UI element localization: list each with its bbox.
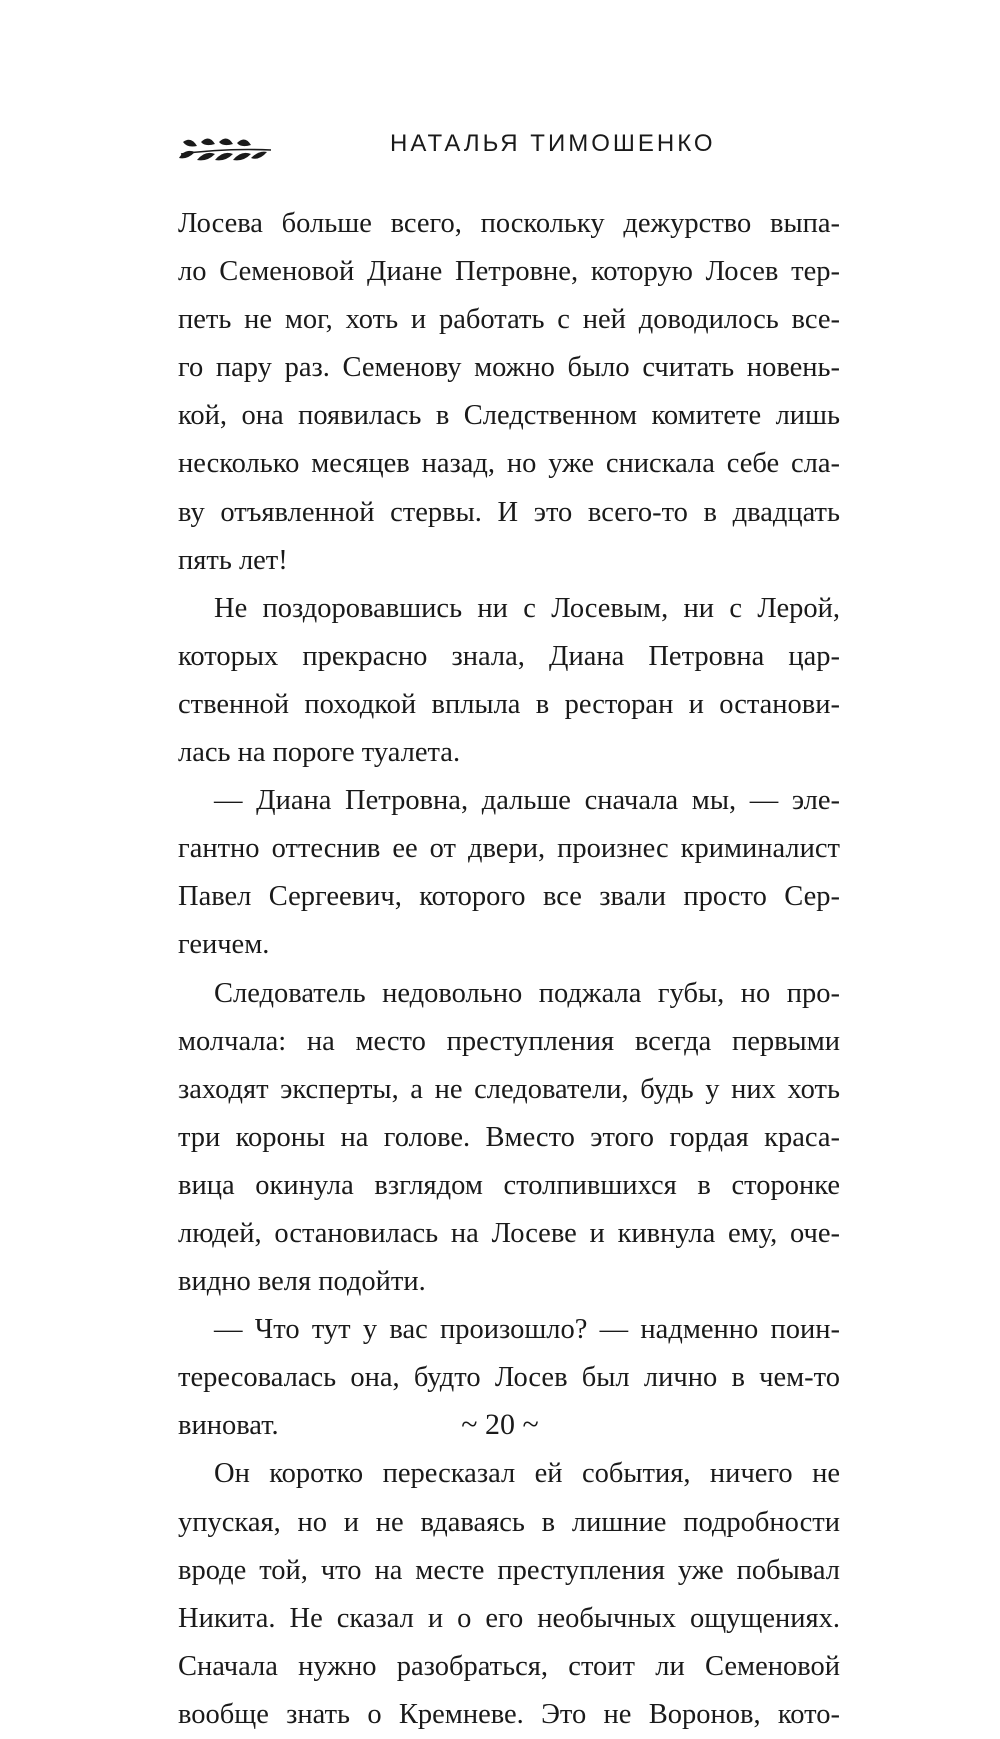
text-line: Лосева больше всего, поскольку дежурство выпа- xyxy=(178,208,840,239)
text-line: три короны на голове. Вместо этого гордая краса- xyxy=(178,1121,840,1153)
text-line: лась на пороге туалета. xyxy=(178,737,461,769)
text-line: вроде той, что на месте преступления уже побывал xyxy=(178,1554,840,1586)
text-line: геичем. xyxy=(178,929,270,961)
text-line: петь не мог, хоть и работать с ней доводилось все- xyxy=(178,304,840,336)
page-header xyxy=(175,118,835,178)
text-line: людей, остановилась на Лосеве и кивнула ему, оче- xyxy=(178,1217,840,1249)
text-line: молчала: на место преступления всегда первыми xyxy=(178,1025,840,1057)
text-line: гантно оттеснив ее от двери, произнес криминалист xyxy=(178,833,840,865)
text-line: пять лет! xyxy=(178,544,288,576)
text-line: ственной походкой вплыла в ресторан и останови- xyxy=(178,688,840,720)
leaf-branch-ornament-icon xyxy=(175,128,275,170)
text-line: — Диана Петровна, дальше сначала мы, — эле- xyxy=(214,785,840,817)
text-line: го пару раз. Семенову можно было считать новень- xyxy=(178,352,840,384)
text-line: вица окинула взглядом столпившихся в сторонке xyxy=(178,1169,840,1201)
text-line: Не поздоровавшись ни с Лосевым, ни с Лерой, xyxy=(214,592,840,624)
text-line: упуская, но и не вдаваясь в лишние подробности xyxy=(178,1506,840,1538)
text-line: ву отъявленной стервы. И это всего-то в двадцать xyxy=(178,496,840,528)
text-line: заходят эксперты, а не следователи, будь у них хоть xyxy=(178,1073,840,1105)
text-line: тересовалась она, будто Лосев был лично в чем-то xyxy=(178,1362,840,1394)
text-line: Павел Сергеевич, которого все звали просто Сер- xyxy=(178,881,840,913)
text-line: — Что тут у вас произошло? — надменно поин- xyxy=(214,1314,840,1346)
text-line: ло Семеновой Диане Петровне, которую Лосев тер- xyxy=(178,256,840,288)
text-line: видно веля подойти. xyxy=(178,1266,426,1298)
text-line: Никита. Не сказал и о его необычных ощущениях. xyxy=(178,1602,840,1634)
text-line: кой, она появилась в Следственном комитете лишь xyxy=(178,400,840,432)
text-line: которых прекрасно знала, Диана Петровна цар- xyxy=(178,640,840,672)
body-text xyxy=(178,200,840,1739)
text-line: Сначала нужно разобраться, стоит ли Семеновой xyxy=(178,1650,840,1682)
text-line: Следователь недовольно поджала губы, но про- xyxy=(214,977,840,1009)
page-number: ~ 20 ~ xyxy=(461,1408,539,1441)
text-line: Он коротко пересказал ей события, ничего не xyxy=(214,1458,840,1490)
text-line: несколько месяцев назад, но уже снискала себе сла- xyxy=(178,448,840,480)
text-line: виноват. xyxy=(178,1410,279,1442)
text-line: вообще знать о Кремневе. Это не Воронов, кото- xyxy=(178,1698,840,1730)
running-head-title: НАТАЛЬЯ ТИМОШЕНКО xyxy=(390,130,716,157)
